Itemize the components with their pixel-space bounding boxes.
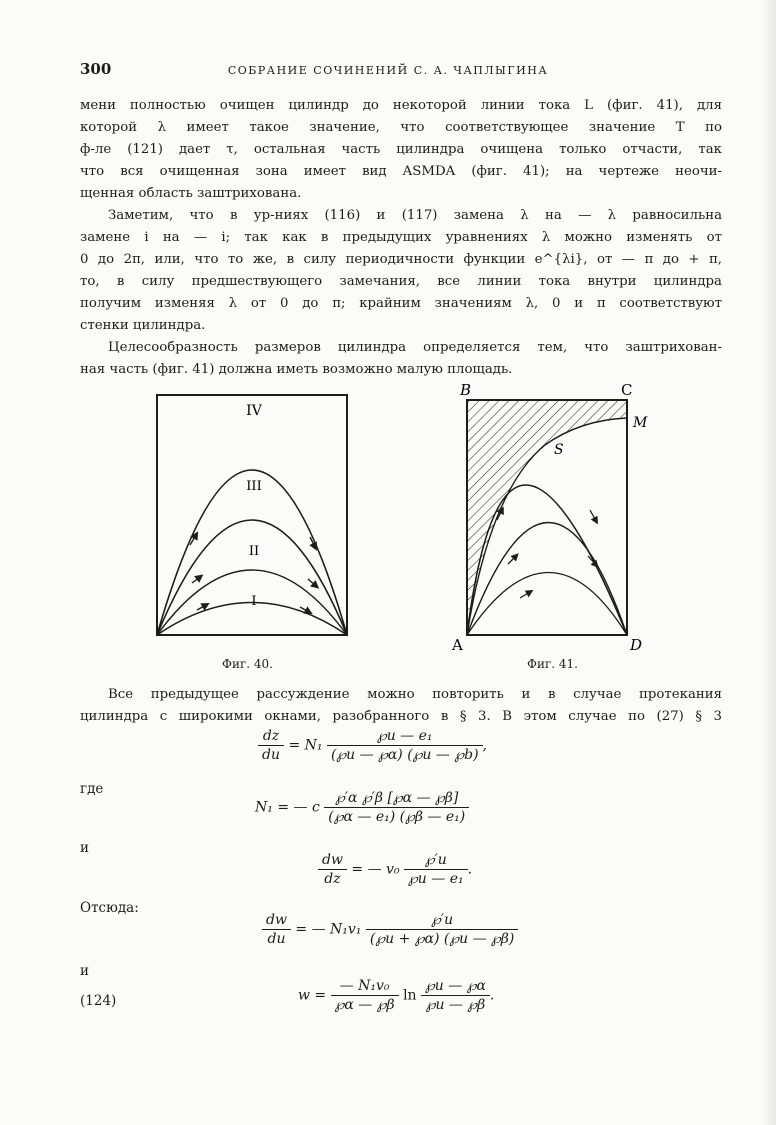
equation-number: (124) xyxy=(80,993,117,1009)
point-label-d: D xyxy=(630,636,643,654)
text-line: цилиндра с широкими окнами, разобранного в § 3. В этом случае по (27) § 3 xyxy=(80,710,722,724)
text-line: мени полностью очищен цилиндр до некоторой линии тока L (фиг. 41), для xyxy=(80,99,722,113)
and-word: и xyxy=(80,963,89,979)
point-label-a: A xyxy=(452,636,463,654)
text-line: то, в силу предшествующего замечания, все линии тока внутри цилиндра xyxy=(80,275,722,289)
page-edge-shadow xyxy=(762,0,776,1125)
curve-label-iii: III xyxy=(246,479,262,494)
point-label-m: M xyxy=(633,415,648,431)
text-line: замене i на — i; так как в предыдущих уравнениях λ можно изменять от xyxy=(80,231,722,245)
equation-1: $\frac{dz}{du}$ = N₁ $\frac{\text{℘u — e₁}}{(℘u — ℘\alpha) (℘u — ℘b)}$ , xyxy=(258,728,487,763)
point-label-c: C xyxy=(621,381,633,399)
hence-word: Отсюда: xyxy=(80,900,139,916)
figure-40-diagram xyxy=(150,385,360,650)
and-word: и xyxy=(80,840,89,856)
text-line: получим изменяя λ от 0 до π; крайним значениям λ, 0 и π соответствуют xyxy=(80,297,722,311)
text-line: которой λ имеет такое значение, что соответствующее значение T по xyxy=(80,121,722,135)
equation-5: w = $\frac{\text{— N₁v₀}}{℘\alpha — ℘\beta}$ ln $\frac{℘u — ℘\alpha}{℘u — ℘\beta}$ . xyxy=(298,978,495,1013)
text-line: ная часть (фиг. 41) должна иметь возможно малую площадь. xyxy=(80,363,513,377)
page-number: 300 xyxy=(80,60,112,78)
curve-label-ii: II xyxy=(248,544,260,559)
text-line: Заметим, что в ур-ниях (116) и (117) замена λ на — λ равносильна xyxy=(108,209,722,223)
point-label-b: B xyxy=(460,381,472,399)
curve-label-i: I xyxy=(251,594,257,609)
text-line: 0 до 2π, или, что то же, в силу периодичности функции e^{λi}, от — π до + π, xyxy=(80,253,722,267)
text-line: ф-ле (121) дает τ, остальная часть цилиндра очищена только отчасти, так xyxy=(80,143,722,157)
curve-label-iv: IV xyxy=(246,403,262,419)
figure-41-diagram xyxy=(450,380,650,655)
text-line: щенная область заштрихована. xyxy=(80,187,302,201)
equation-2: N₁ = — c $\frac{℘'\alpha ℘'\beta [℘\alpha — ℘\beta]}{\text{(℘α — e₁) (℘β — e₁)}}$ xyxy=(255,790,469,825)
figure-40-caption: Фиг. 40. xyxy=(222,657,273,671)
where-word: где xyxy=(80,781,104,797)
equation-4: $\frac{dw}{du}$ = — N₁v₁ $\frac{℘'u}{(℘u + ℘\alpha) (℘u — ℘\beta)}$ xyxy=(262,912,518,947)
text-line: что вся очищенная зона имеет вид ASMDA (фиг. 41); на чертеже неочи- xyxy=(80,165,722,179)
text-line: стенки цилиндра. xyxy=(80,319,206,333)
text-line: Целесообразность размеров цилиндра определяется тем, что заштрихован- xyxy=(108,341,722,355)
running-title: СОБРАНИЕ СОЧИНЕНИЙ С. А. ЧАПЛЫГИНА xyxy=(227,64,549,77)
equation-3: $\frac{dw}{dz}$ = — v₀ $\frac{℘'u}{\text{℘u — e₁}}$ . xyxy=(318,852,472,887)
point-label-s: S xyxy=(554,442,564,458)
figure-41-caption: Фиг. 41. xyxy=(527,657,578,671)
text-line: Все предыдущее рассуждение можно повторить и в случае протекания xyxy=(108,688,722,702)
